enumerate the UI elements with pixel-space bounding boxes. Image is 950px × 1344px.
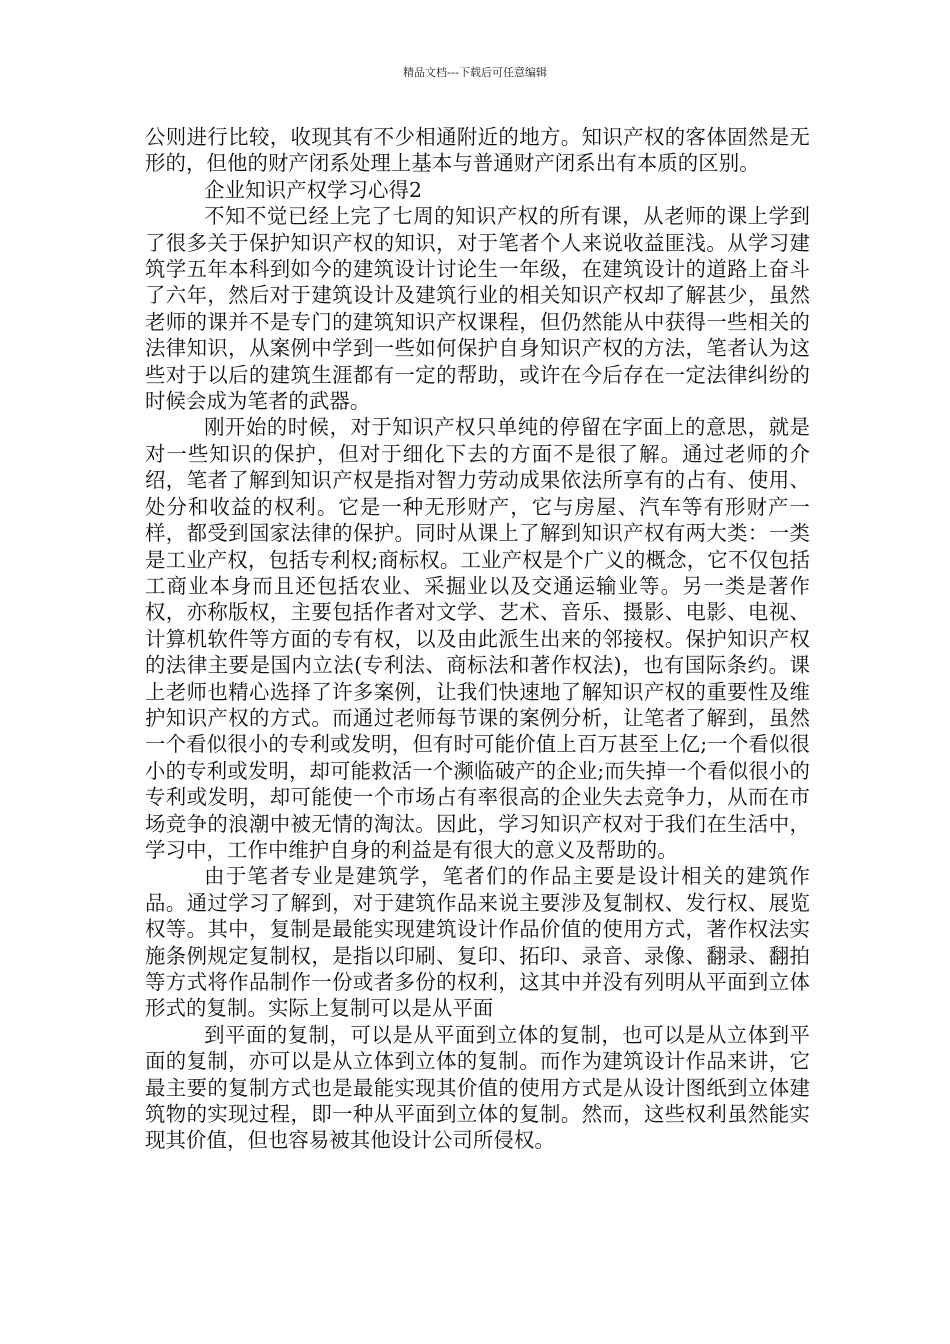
paragraph-1: 不知不觉已经上完了七周的知识产权的所有课，从老师的课上学到了很多关于保护知识产权的知识，对于笔者个人来说收益匪浅。从学习建筑学五年本科到如今的建筑设计讨论生一年级，在建筑设计的道路上奋斗了六年，然后对于建筑设计及建筑行业的相关知识产权却了解甚少，虽然老师的课并不是专门的建筑知识产权课程，但仍然能从中获得一些相关的法律知识，从案例中学到一些如何保护自身知识产权的方法，笔者认为这些对于以后的建筑生涯都有一定的帮助，或许在今后存在一定法律纠纷的时候会成为笔者的武器。 [145,204,810,414]
section-heading: 企业知识产权学习心得2 [204,177,423,202]
paragraph-2: 刚开始的时候，对于知识产权只单纯的停留在字面上的意思，就是对一些知识的保护，但对于细化下去的方面不是很了解。通过老师的介绍，笔者了解到知识产权是指对智力劳动成果依法所享有的占有、使用、处分和收益的权利。它是一种无形财产，它与房屋、汽车等有形财产一样，都受到国家法律的保护。同时从课上了解到知识产权有两大类：一类是工业产权，包括专利权;商标权。工业产权是个广义的概念，它不仅包括工商业本身而且还包括农业、采掘业以及交通运输业等。另一类是著作权，亦称版权，主要包括作者对文学、艺术、音乐、摄影、电影、电视、计算机软件等方面的专有权，以及由此派生出来的邻接权。保护知识产权的法律主要是国内立法(专利法、商标法和著作权法)，也有国际条约。课上老师也精心选择了许多案例，让我们快速地了解知识产权的重要性及维护知识产权的方式。而通过老师每节课的案例分析，让笔者了解到，虽然一个看似很小的专利或发明，但有时可能价值上百万甚至上亿;一个看似很小的专利或发明，却可能救活一个濒临破产的企业;而失掉一个看似很小的专利或发明，却可能使一个市场占有率很高的企业失去竞争力，从而在市场竞争的浪潮中被无情的淘汰。因此，学习知识产权对于我们在生活中，学习中，工作中维护自身的利益是有很大的意义及帮助的。 [145,415,810,862]
page-header: 精品文档---下载后可任意编辑 [403,66,547,79]
paragraph-3: 由于笔者专业是建筑学，笔者们的作品主要是设计相关的建筑作品。通过学习了解到，对于建筑作品来说主要涉及复制权、发行权、展览权等。其中，复制是最能实现建筑设计作品价值的使用方式，著作权法实施条例规定复制权，是指以印刷、复印、拓印、录音、录像、翻录、翻拍等方式将作品制作一份或者多份的权利，这其中并没有列明从平面到立体形式的复制。实际上复制可以是从平面 [145,864,810,1021]
document-body [145,124,810,1154]
paragraph-intro: 公则进行比较，收现其有不少相通附近的地方。知识产权的客体固然是无形的，但他的财产闭系处理上基本与普通财产闭系出有本质的区别。 [145,125,810,176]
paragraph-4: 到平面的复制，可以是从平面到立体的复制，也可以是从立体到平面的复制，亦可以是从立体到立体的复制。而作为建筑设计作品来讲，它最主要的复制方式也是最能实现其价值的使用方式是从设计图纸到立体建筑物的实现过程，即一种从平面到立体的复制。然而，这些权利虽然能实现其价值，但也容易被其他设计公司所侵权。 [145,1022,810,1153]
